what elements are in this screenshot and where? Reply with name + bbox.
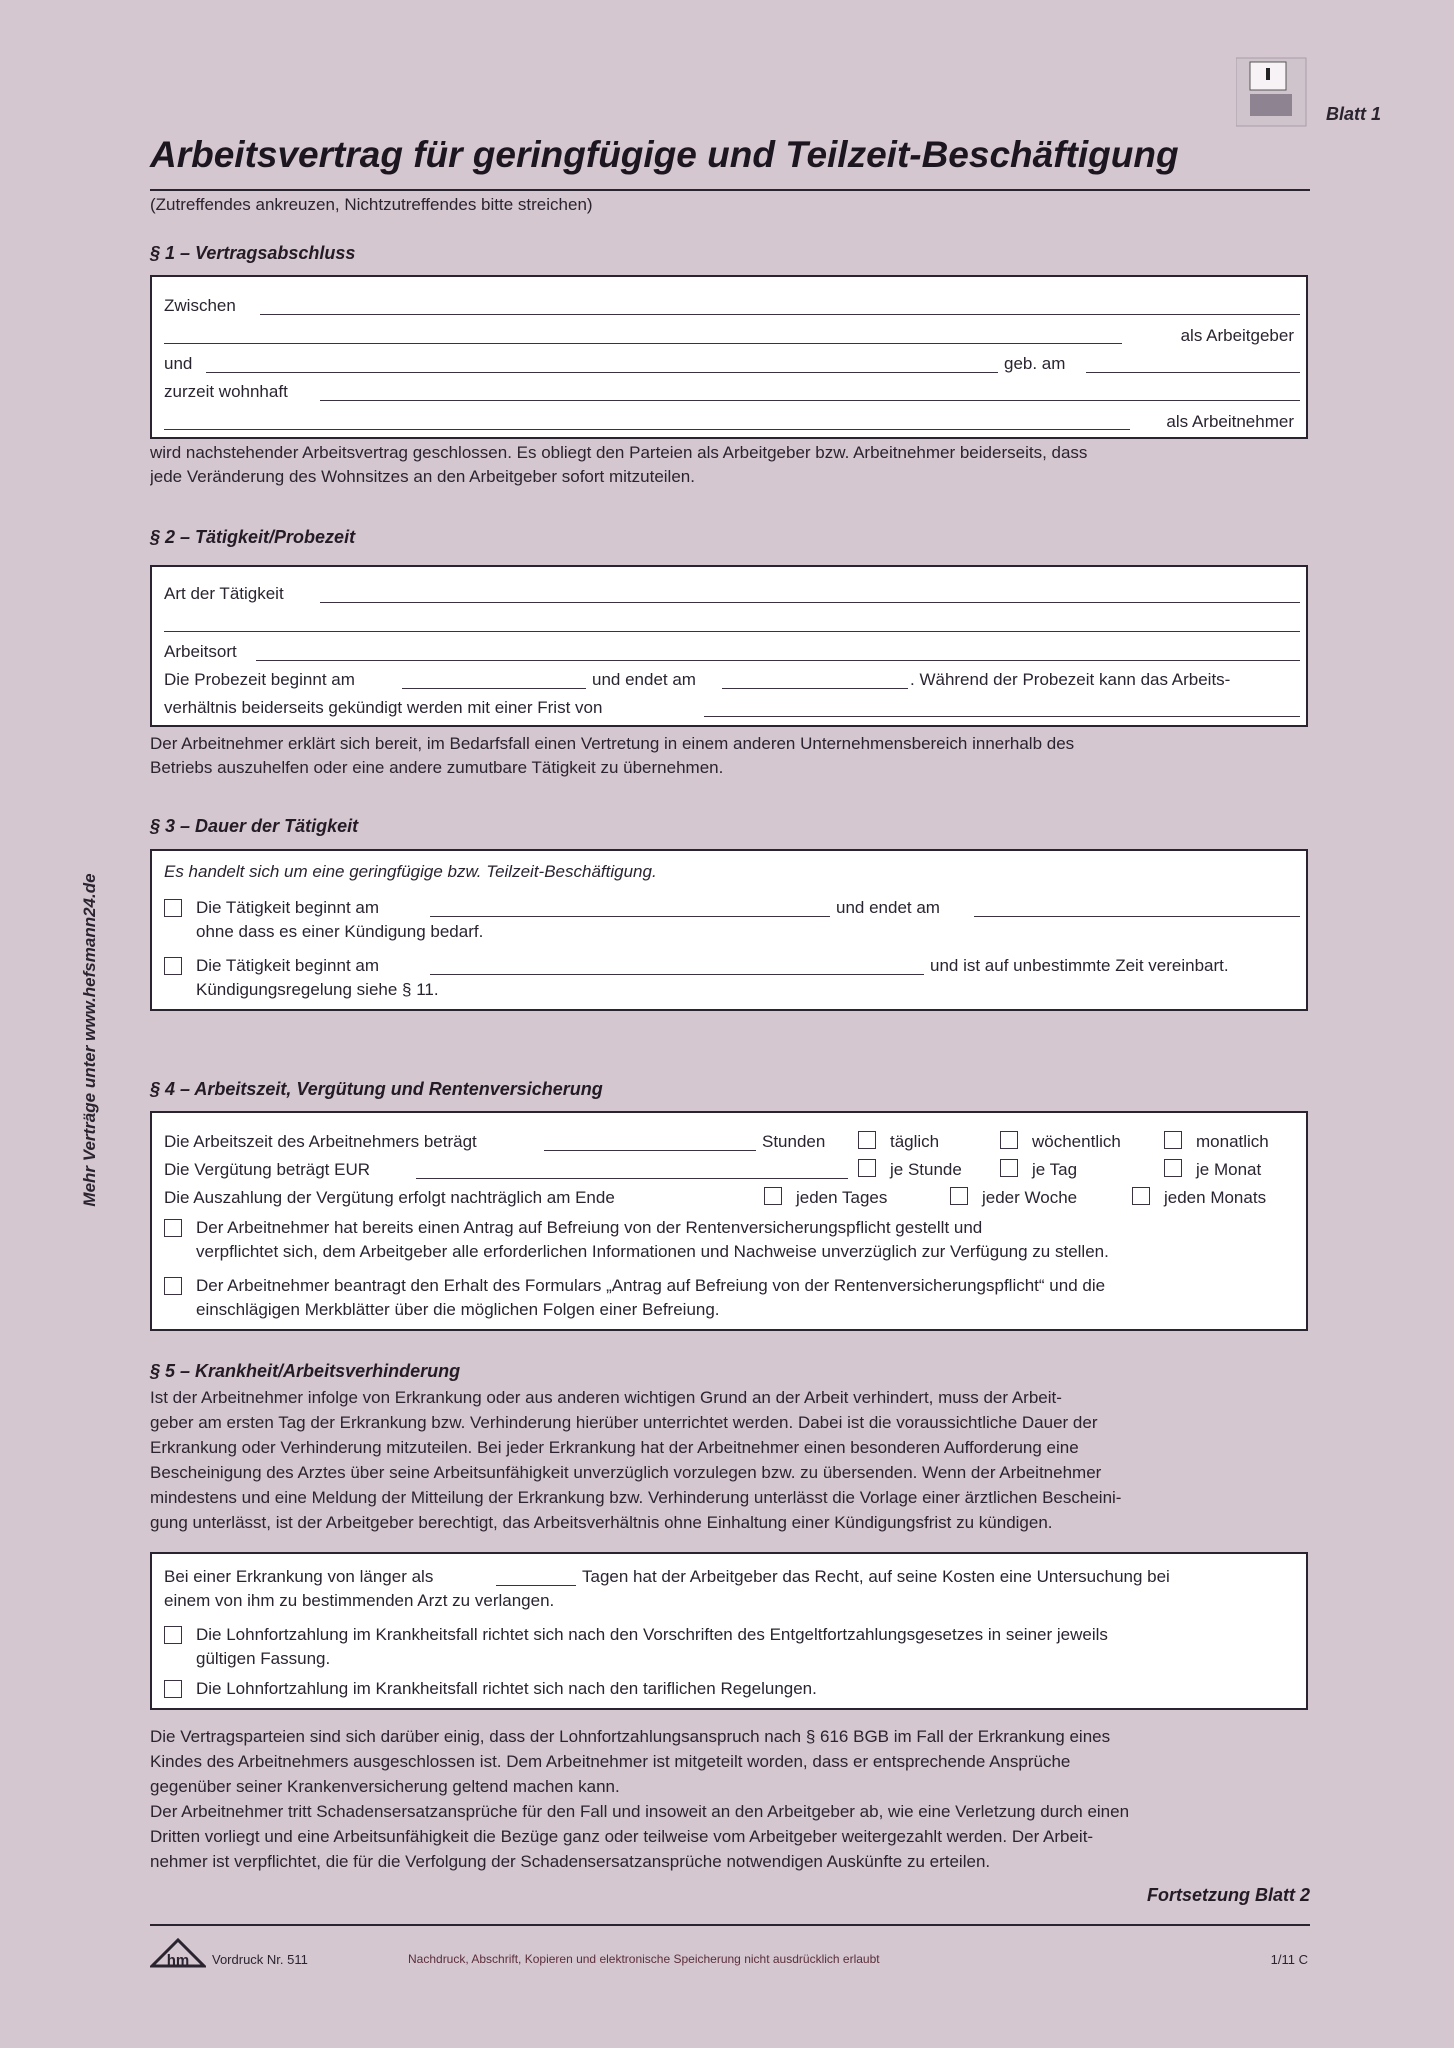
checkbox-monatlich[interactable] — [1164, 1131, 1182, 1149]
employee-name-field[interactable] — [206, 372, 998, 373]
section-5-text-6: gung unterlässt, ist der Arbeitgeber berechtigt, das Arbeitsverhältnis ohne Einhaltung einer Kündigungsfrist zu kündigen. — [150, 1513, 1053, 1532]
checkbox-je-monat[interactable] — [1164, 1159, 1182, 1177]
checkbox-je-tag[interactable] — [1000, 1159, 1018, 1177]
rv-option-2-line-2: einschlägigen Merkblätter über die möglichen Folgen einer Befreiung. — [196, 1300, 720, 1319]
fixed-term-end-field[interactable] — [974, 916, 1300, 917]
document-form-icon — [1236, 56, 1308, 128]
lohnfortzahlung-option-2: Die Lohnfortzahlung im Krankheitsfall richtet sich nach den tariflichen Regelungen. — [196, 1679, 817, 1698]
auszahlung-label: Die Auszahlung der Vergütung erfolgt nachträglich am Ende — [164, 1188, 615, 1207]
section-5-text-4: Bescheinigung des Arztes über seine Arbeitsunfähigkeit unverzüglich vorzulegen bzw. zu übersenden. Wenn der Arbeitnehmer — [150, 1463, 1102, 1482]
erkrankung-text: Tagen hat der Arbeitgeber das Recht, auf seine Kosten eine Untersuchung bei — [582, 1567, 1170, 1586]
je-stunde-label: je Stunde — [890, 1160, 962, 1179]
rv-option-1-line-2: verpflichtet sich, dem Arbeitgeber alle erforderlichen Informationen und Nachweise unverzüglich zur Verfügung zu stellen. — [196, 1242, 1109, 1261]
rv-option-1-line-1: Der Arbeitnehmer hat bereits einen Antrag auf Befreiung von der Rentenversicherungspflicht gestellt und — [196, 1218, 983, 1237]
section-5-text-11: Dritten vorliegt und eine Arbeitsunfähigkeit die Bezüge ganz oder teilweise vom Arbeitgeber weitergezahlt werden. Der Arbeit- — [150, 1827, 1094, 1846]
checkbox-unlimited-term[interactable] — [164, 957, 182, 975]
probezeit-beginnt-label: Die Probezeit beginnt am — [164, 670, 355, 689]
document-subtitle: (Zutreffendes ankreuzen, Nichtzutreffendes bitte streichen) — [150, 195, 593, 214]
monatlich-label: monatlich — [1196, 1132, 1269, 1151]
section-5-text-7: Die Vertragsparteien sind sich darüber einig, dass der Lohnfortzahlungsanspruch nach § 616 BGB im Fall der Erkrankung eines — [150, 1727, 1111, 1746]
jeden-monats-label: jeden Monats — [1164, 1188, 1267, 1207]
section-3-intro: Es handelt sich um eine geringfügige bzw. Teilzeit-Beschäftigung. — [164, 862, 657, 881]
arbeitszeit-label: Die Arbeitszeit des Arbeitnehmers beträgt — [164, 1132, 477, 1151]
unlimited-term-start-field[interactable] — [430, 974, 924, 975]
continuation-note: Fortsetzung Blatt 2 — [1146, 1885, 1310, 1905]
woechentlich-label: wöchentlich — [1032, 1132, 1121, 1151]
und-endet-am-label: und endet am — [592, 670, 696, 689]
art-der-taetigkeit-label: Art der Tätigkeit — [164, 584, 284, 603]
title-rule — [150, 189, 1310, 191]
lohnfortzahlung-option-1b: gültigen Fassung. — [196, 1649, 331, 1668]
geb-am-label: geb. am — [1004, 354, 1066, 373]
activity-field-2[interactable] — [164, 631, 1300, 632]
checkbox-taeglich[interactable] — [858, 1131, 876, 1149]
section-5-text-2: geber am ersten Tag der Erkrankung bzw. Verhinderung hierüber unterrichtet werden. Dabei ist die voraussichtliche Dauer der — [150, 1413, 1098, 1432]
stunden-label: Stunden — [762, 1132, 826, 1151]
section-2-heading: § 2 – Tätigkeit/Probezeit — [150, 527, 356, 547]
je-monat-label: je Monat — [1196, 1160, 1262, 1179]
kuendigungsfrist-label: verhältnis beiderseits gekündigt werden mit einer Frist von — [164, 698, 603, 717]
svg-text:hm: hm — [166, 1952, 190, 1969]
section-5-text-1: Ist der Arbeitnehmer infolge von Erkrankung oder aus anderen wichtigen Grund an der Arbeit verhindert, muss der Arbeit- — [150, 1388, 1062, 1407]
als-arbeitgeber-label: als Arbeitgeber — [1180, 326, 1294, 345]
checkbox-je-stunde[interactable] — [858, 1159, 876, 1177]
section-5-text-10: Der Arbeitnehmer tritt Schadensersatzansprüche für den Fall und insoweit an den Arbeitgeber ab, wie eine Verletzung durch einen — [150, 1802, 1130, 1821]
rv-option-2-line-1: Der Arbeitnehmer beantragt den Erhalt des Formulars „Antrag auf Befreiung von der Rentenversicherungspflicht“ und die — [196, 1276, 1106, 1295]
section-5-text-9: gegenüber seiner Krankenversicherung geltend machen kann. — [150, 1777, 620, 1796]
checkbox-entgeltfortzahlungsgesetz[interactable] — [164, 1626, 182, 1644]
birth-date-field[interactable] — [1086, 372, 1300, 373]
jeder-woche-label: jeder Woche — [982, 1188, 1078, 1207]
section-3-heading: § 3 – Dauer der Tätigkeit — [150, 816, 359, 836]
section-1-heading: § 1 – Vertragsabschluss — [150, 243, 356, 263]
unlimited-term-note: und ist auf unbestimmte Zeit vereinbart. — [930, 956, 1229, 975]
fixed-term-note: ohne dass es einer Kündigung bedarf. — [196, 922, 484, 941]
checkbox-fixed-term[interactable] — [164, 899, 182, 917]
footer-code: 1/11 C — [1270, 1952, 1308, 1967]
footer-rule — [150, 1924, 1310, 1926]
fixed-term-end-label: und endet am — [836, 898, 940, 917]
arbeitsort-label: Arbeitsort — [164, 642, 237, 661]
salary-field[interactable] — [416, 1178, 848, 1179]
section-1-note-1: wird nachstehender Arbeitsvertrag geschlossen. Es obliegt den Parteien als Arbeitgeber bzw. Arbeitnehmer beiderseits, dass — [150, 443, 1088, 462]
probation-start-field[interactable] — [402, 688, 586, 689]
section-2-note-1: Der Arbeitnehmer erklärt sich bereit, im Bedarfsfall einen Vertretung in einem anderen Unternehmensbereich innerhalb des — [150, 734, 1075, 753]
section-5-box — [150, 1552, 1308, 1710]
notice-period-field[interactable] — [704, 716, 1300, 717]
employer-name-field[interactable] — [260, 314, 1300, 315]
document-title: Arbeitsvertrag für geringfügige und Teilzeit-Beschäftigung — [150, 134, 1179, 175]
section-5-text-12: nehmer ist verpflichtet, die für die Verfolgung der Schadensersatzansprüche notwendigen Auskünfte zu erteilen. — [150, 1852, 991, 1871]
taeglich-label: täglich — [890, 1132, 940, 1151]
je-tag-label: je Tag — [1032, 1160, 1078, 1179]
section-3-box — [150, 849, 1308, 1011]
days-field[interactable] — [496, 1585, 576, 1586]
als-arbeitnehmer-label: als Arbeitnehmer — [1166, 412, 1294, 431]
checkbox-jeden-monats[interactable] — [1132, 1187, 1150, 1205]
footer-copyright: Nachdruck, Abschrift, Kopieren und elektronische Speicherung nicht ausdrücklich erlaubt — [408, 1952, 880, 1966]
section-5-text-5: mindestens und eine Meldung der Mitteilung der Erkrankung bzw. Verhinderung unterlässt die Vorlage einer ärztlichen Bescheini- — [150, 1488, 1122, 1507]
checkbox-woechentlich[interactable] — [1000, 1131, 1018, 1149]
page-number: Blatt 1 — [1326, 104, 1382, 124]
zurzeit-wohnhaft-label: zurzeit wohnhaft — [164, 382, 288, 401]
vordruck-number: Vordruck Nr. 511 — [212, 1952, 308, 1967]
unlimited-term-begin-label: Die Tätigkeit beginnt am — [196, 956, 380, 975]
probation-end-field[interactable] — [722, 688, 908, 689]
section-4-heading: § 4 – Arbeitszeit, Vergütung und Rentenversicherung — [150, 1079, 603, 1099]
section-1-box — [150, 275, 1308, 439]
zwischen-label: Zwischen — [164, 296, 236, 315]
employer-address-field[interactable] — [164, 343, 1122, 344]
unlimited-term-kuendigung: Kündigungsregelung siehe § 11. — [196, 980, 439, 999]
employee-address-field-2[interactable] — [164, 429, 1130, 430]
erkrankung-label: Bei einer Erkrankung von länger als — [164, 1567, 434, 1586]
employee-address-field[interactable] — [320, 400, 1300, 401]
checkbox-rv-befreiung-gestellt[interactable] — [164, 1219, 182, 1237]
checkbox-jeder-woche[interactable] — [950, 1187, 968, 1205]
lohnfortzahlung-option-1: Die Lohnfortzahlung im Krankheitsfall richtet sich nach den Vorschriften des Entgeltfortzahlungsgesetzes in seiner jeweils — [196, 1625, 1108, 1644]
section-5-text-3: Erkrankung oder Verhinderung mitzuteilen. Bei jeder Erkrankung hat der Arbeitnehmer einen besonderen Aufforderung eine — [150, 1438, 1079, 1457]
activity-field[interactable] — [320, 602, 1300, 603]
section-4-box — [150, 1111, 1308, 1331]
checkbox-tarif[interactable] — [164, 1680, 182, 1698]
checkbox-rv-formular[interactable] — [164, 1277, 182, 1295]
workplace-field[interactable] — [256, 660, 1300, 661]
hm-logo-icon — [150, 1936, 206, 1970]
waehrend-text: . Während der Probezeit kann das Arbeits- — [910, 670, 1231, 689]
und-label: und — [164, 354, 193, 373]
section-5-heading: § 5 – Krankheit/Arbeitsverhinderung — [150, 1361, 461, 1381]
section-2-note-2: Betriebs auszuhelfen oder eine andere zumutbare Tätigkeit zu übernehmen. — [150, 758, 724, 777]
side-website-text: Mehr Verträge unter www.hefsmann24.de — [80, 873, 99, 1207]
erkrankung-text-2: einem von ihm zu bestimmenden Arzt zu verlangen. — [164, 1591, 555, 1610]
hours-field[interactable] — [544, 1150, 756, 1151]
fixed-term-begin-label: Die Tätigkeit beginnt am — [196, 898, 380, 917]
section-2-box — [150, 565, 1308, 727]
fixed-term-start-field[interactable] — [430, 916, 830, 917]
verguetung-label: Die Vergütung beträgt EUR — [164, 1160, 371, 1179]
jeden-tages-label: jeden Tages — [796, 1188, 888, 1207]
checkbox-jeden-tages[interactable] — [764, 1187, 782, 1205]
section-1-note-2: jede Veränderung des Wohnsitzes an den Arbeitgeber sofort mitzuteilen. — [150, 467, 695, 486]
section-5-text-8: Kindes des Arbeitnehmers ausgeschlossen ist. Dem Arbeitnehmer ist mitgeteilt worden, dass er entsprechende Ansprüche — [150, 1752, 1071, 1771]
